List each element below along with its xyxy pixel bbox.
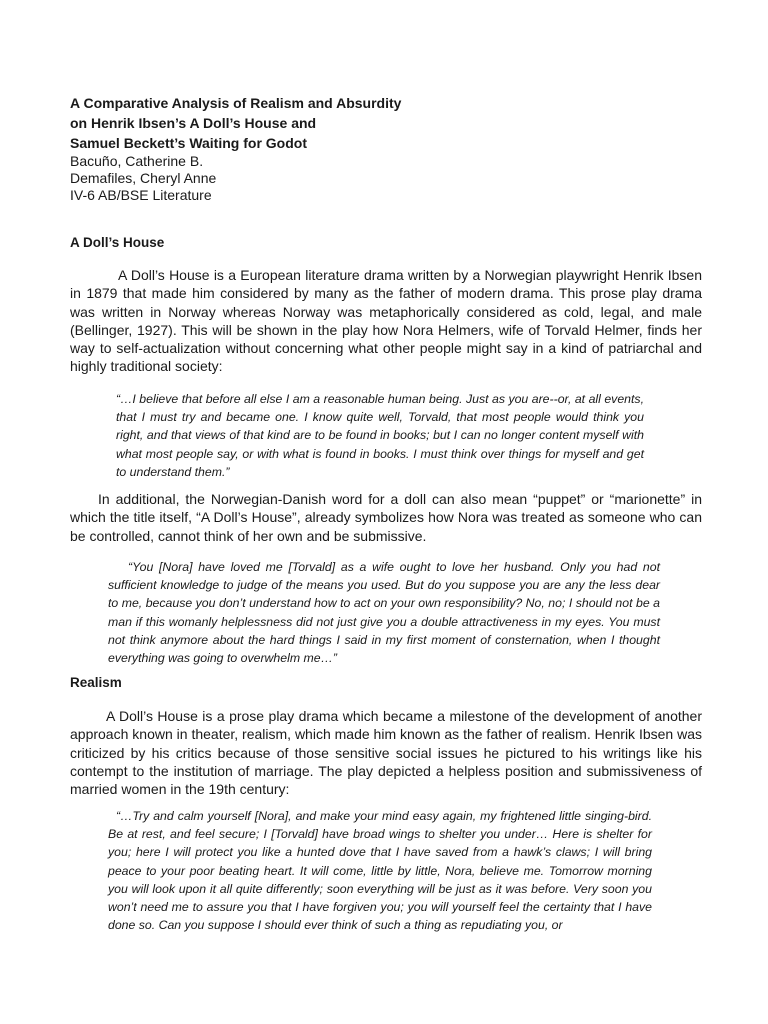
class-section: IV-6 AB/BSE Literature [70,187,212,203]
document-title-line-2: on Henrik Ibsen’s A Doll’s House and [70,115,317,131]
quote-torvald-singing-bird: “…Try and calm yourself [Nora], and make your mind easy again, my frightened little singing-bird. Be at rest, and feel secure; I [Torvald] have broad wings to shelter you under… Here is shelter for you; here I will protect you like a hunted dove that I have saved from a hawk’s claws; I will bring peace to your poor beating heart. It will come, little by little, Nora, believe me. Tomorrow morning you will look upon it all quite differently; soon everything will be just as it was before. Very soon you won’t need me to assure you that I have forgiven you; you will yourself feel the certainty that I have done so. Can you suppose I should ever think of such a thing as repudiating you, or [108,809,652,933]
heading-dolls-house: A Doll’s House [70,235,165,250]
quote-torvald-loved: “You [Nora] have loved me [Torvald] as a wife ought to love her husband. Only you had not sufficient knowledge to judge of the means you used. But do you suppose you are any the less dear to me, because you don’t understand how to act on your own responsibility? No, no; I should not be a man if this womanly helplessness did not just give you a double attractiveness in my eyes. You must not think anymore about the hard things I said in my first moment of consternation, when I thought everything was going to overwhelm me…” [108,560,660,666]
heading-realism: Realism [70,675,122,690]
author-2: Demafiles, Cheryl Anne [70,170,217,186]
paragraph-doll-meaning: In additional, the Norwegian-Danish word for a doll can also mean “puppet” or “marionette” in which the title itself, “A Doll’s House”, already symbolizes how Nora was treated as someone who can be controlled, cannot think of her own and be submissive. [70,491,702,544]
author-1: Bacuño, Catherine B. [70,153,204,169]
paragraph-realism-intro: A Doll’s House is a prose play drama which became a milestone of the development of another approach known in theater, realism, which made him known as the father of realism. Henrik Ibsen was criticized by his critics because of those sensitive social issues he pictured to his writings like his contempt to the institution of marriage. The play depicted a helpless position and submissiveness of married women in the 19th century: [70,708,702,798]
document-title-line-3: Samuel Beckett’s Waiting for Godot [70,135,307,151]
paragraph-dolls-house-intro: A Doll’s House is a European literature drama written by a Norwegian playwright Henrik Ibsen in 1879 that made him considered by many as the father of modern drama. This prose play drama was written in Norway whereas Norway was metaphorically considered as cold, legal, and male (Bellinger, 1927). This will be shown in the play how Nora Helmers, wife of Torvald Helmer, finds her way to self-actualization without concerning what other people might say in a kind of patriarchal and highly traditional society: [70,267,702,375]
document-title-line-1: A Comparative Analysis of Realism and Absurdity [70,95,402,111]
title-block [70,93,710,204]
quote-nora-reasonable: “…I believe that before all else I am a reasonable human being. Just as you are--or, at all events, that I must try and became one. I know quite well, Torvald, that most people would think you right, and that views of that kind are to be found in books; but I can no longer content myself with what most people say, or with what is found in books. I must think over things for myself and get to understand them.” [116,392,644,479]
